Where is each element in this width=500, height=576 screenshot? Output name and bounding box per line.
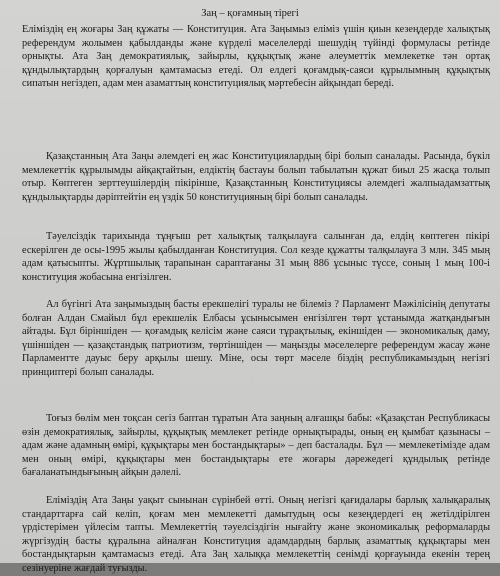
- paragraph-1: Еліміздің ең жоғары Заң құжаты — Конституция. Ата Заңымыз еліміз үшін қиын кезеңдерде халықтық референдум жолымен қабылданды және күрделі мәселелерді шешудің түйінді формуласы ретінде орнықты. Ата Заң демократиялық, зайырлы, құқықтық және әлеуметтік мемлекетке тән ортақ құндылықтардың қорғалуын қамтамасыз етеді. Ол елдегі қоғамдық-саяси құрылымның құқықтық сипатын негіздеп, адам мен азаматтың конституциялық мәртебесін айқындап береді.: [22, 24, 490, 90]
- paragraph-6: Еліміздің Ата Заңы уақыт сынынан сүрінбей өтті. Оның негізгі қағидалары барлық халықаралық стандарттарға сай келіп, қоғам мен мемлекетті дамытудың осы кезеңдердегі ең жетілдірілген үрдістерімен үйлесім тапты. Мемлекеттің тәуелсіздігін нығайту және экономикалық реформаларды жүргізудің басты құралына айналған Конституция адамдардың барлық азаматтық құқықтары мен бостандықтарын қамтамасыз етеді. Ата Заң халыққа мемлекеттің сенімді қорғауында екенін терең сезінуеріне жағдай туғызды.: [22, 495, 490, 574]
- paragraph-2: Қазақстанның Ата Заңы әлемдегі ең жас Конституциялардың бірі болып саналады. Расында, бүкіл мемлекеттік құрылымды айқақтайтын, елдіктің бастауы болып табылатын құжат биыл 25 жасқа толып отыр. Көптеген зерттеушілердің пікірінше, Қазақстанның Конституциясы әлемдегі жалпыадамзаттық құндылықтарды дәріптейтін ең үздік 50 конституцияның бірі болып саналады.: [22, 151, 490, 203]
- page-title: Заң – қоғамның тірегі: [201, 8, 299, 19]
- paragraph-3: Тәуелсіздік тарихында тұңғыш рет халықтық талқылауға салынған да, елдің көптеген пікірі ескерілген де осы-1995 жылы қабылданған Конституция. Сол кезде құжатты талқылауға 3 млн. 345 мың адам қатысыпты. Жұртшылық тарапынан сараптағаны 31 мың 886 ұсыныс түссе, соның 1 мың 100-і конституция жобасына енгізілген.: [22, 231, 490, 283]
- paragraph-4: Ал бүгінгі Ата заңымыздың басты ерекшелігі туралы не білеміз ? Парламент Мәжілісінің депутаты болған Алдан Смайыл бұл ерекшелік Елбасы ұсынысымен енгізілген төрт ұстанымда жатқандығын айтады. Бұл біріншіден — қоғамдық келісім және саяси тұрақтылық, екіншіден — экономикалық даму, үшіншіден — қазақстандық патриотизм, төртіншіден — маңызды мәселелерге референдум жасау және Парламентте дауыс беру арқылы шешу. Міне, осы төрт мәселе біздің республикамыздың негізгі принциптері болып саналады.: [22, 299, 490, 378]
- paragraph-5: Тоғыз бөлім мен тоқсан сегіз баптан тұратын Ата заңның алғашқы бабы: «Қазақстан Республикасы өзін демократиялық, зайырлы, құқықтық мемлекет ретінде орнықтырады, оның ең қымбат қазынасы – адам және адамның өмірі, құқықтары мен бостандықтары» – деп басталады. Бұл — мемлекетімізде адам мен оның өмірі, құқықтары мен бостандықтары ете жоғары дәрежедегі құндылық ретінде бағаланатындығының айқын дәлелі.: [22, 413, 490, 479]
